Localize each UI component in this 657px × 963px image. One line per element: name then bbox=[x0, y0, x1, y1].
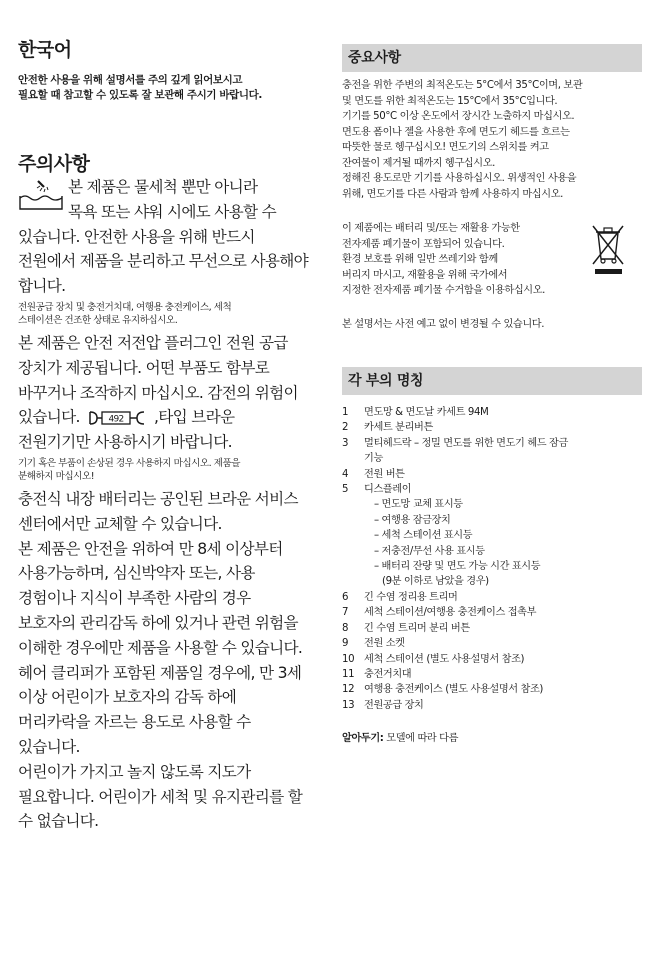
shower-icon bbox=[18, 178, 64, 216]
small-note-1: 전원공급 장치 및 충전거치대, 여행용 충전케이스, 세척 스테이션은 건조한 상태로 유지하십시오. bbox=[18, 301, 232, 327]
intro-text: 안전한 사용을 위해 설명서를 주의 깊게 읽어보시고 필요할 때 참고할 수 있도록 잘 보관해 주시기 바랍니다. bbox=[18, 74, 262, 101]
list-item: 4 전원 버튼 bbox=[342, 468, 405, 480]
list-item: – 면도망 교체 표시등 bbox=[374, 499, 463, 511]
important-text: 충전을 위한 주변의 최적온도는 5°C에서 35°C이며, 보관 및 면도를 위한 최적온도는 15°C에서 35°C입니다. 기기를 50°C 이상 온도에서 장시간 노출하지 마십시오. 면도용 폼이나 젤을 사용한 후에 면도기 헤드를 흐르는 따뜻한 물로 헹구십시오! 면도기의 스위치를 켜고 잔여물이 제거될 때까지 헹구십시오. 정해진 용도로만 기기를 사용하십시오. 위생적인 사용을 위해, 면도기를 다른 사람과 함께 사용하지 마십시오. bbox=[342, 80, 583, 200]
language-title: 한국어 bbox=[18, 39, 72, 61]
weee-text: 이 제품에는 배터리 및/또는 재활용 가능한 전자제품 폐기물이 포함되어 있습니다. 환경 보호를 위해 일반 쓰레기와 함께 버리지 마시고, 재활용을 위해 국가에서 지정한 전자제품 폐기물 수거함을 이용하십시오. bbox=[342, 223, 546, 296]
list-item: 1 면도망 & 면도날 카세트 94M bbox=[342, 407, 489, 418]
parts-title: 각 부의 명칭 bbox=[342, 367, 642, 395]
list-item: 3 멀티헤드락 – 정밀 면도를 위한 면도기 헤드 잠금 bbox=[342, 437, 568, 449]
parts-list bbox=[342, 405, 642, 713]
important-title: 중요사항 bbox=[342, 44, 642, 72]
list-item: – 배터리 잔량 및 면도 가능 시간 표시등 bbox=[374, 561, 541, 573]
list-item: 9 전원 소켓 bbox=[342, 638, 405, 650]
list-item: 11 충전거치대 bbox=[342, 668, 412, 680]
list-item: 5 디스플레이 – 면도망 교체 표시등 – 여행용 잠금장치 – 세척 스테이션 표시등 – 저충전/무선 사용 표시등 – 배터리 잔량 및 면도 가능 시간 표시등 (9분 이하로 남았을 경우) bbox=[342, 482, 642, 590]
list-item: 12 여행용 충전케이스 (별도 사용설명서 참조) bbox=[342, 684, 543, 696]
list-item: – 저충전/무선 사용 표시등 bbox=[374, 545, 485, 557]
right-column bbox=[342, 44, 642, 746]
left-column bbox=[18, 40, 318, 834]
shower-paragraph: 본 제품은 물세척 뿐만 아니라 목욕 또는 샤워 시에도 사용할 수 bbox=[18, 175, 318, 225]
list-item: – 세척 스테이션 표시등 bbox=[374, 530, 473, 542]
caution-title: 주의사항 bbox=[18, 153, 90, 175]
list-item: – 여행용 잠금장치 bbox=[374, 514, 451, 526]
list-item: 10 세척 스테이션 (별도 사용설명서 참조) bbox=[342, 653, 525, 665]
list-item: 13 전원공급 장치 bbox=[342, 699, 424, 711]
paragraph-2: 본 제품은 안전 저전압 플러그인 전원 공급 장치가 제공됩니다. 어떤 부품도 함부로 바꾸거나 조작하지 마십시오. 감전의 위험이 있습니다. 492 ,타입 브라운 전원기기만 사용하시기 바랍니다. bbox=[18, 333, 298, 452]
crossed-bin-icon bbox=[590, 221, 626, 277]
list-item: 기능 bbox=[364, 453, 383, 465]
note: 알아두기: 모델에 따라 다름 bbox=[342, 733, 459, 745]
list-item: 8 긴 수염 트리머 분리 버튼 bbox=[342, 622, 470, 634]
display-sub-list bbox=[364, 497, 642, 589]
paragraph-3: 충전식 내장 배터리는 공인된 브라운 서비스 센터에서만 교체할 수 있습니다. 본 제품은 안전을 위하여 만 8세 이상부터 사용가능하며, 심신박약자 또는, 사용 경험이나 지식이 부족한 사람의 경우 보호자의 관리감독 하에 있거나 관련 위험을 이해한 경우에만 제품을 사용할 수 있습니다. 헤어 클리퍼가 포함된 제품일 경우에, 만 3세 이상 어린이가 보호자의 감독 하에 머리카락을 자르는 용도로 사용할 수 있습니다. 어린이가 가지고 놀지 않도록 지도가 필요합니다. 어린이가 세척 및 유지관리를 할 수 없습니다. bbox=[18, 489, 303, 831]
small-note-2: 기기 혹은 부품이 손상된 경우 사용하지 마십시오. 제품을 분해하지 마십시오! bbox=[18, 457, 241, 483]
weee-section bbox=[342, 221, 642, 299]
list-item: 2 카세트 분리버튼 bbox=[342, 422, 433, 434]
list-item: (9분 이하로 남았을 경우) bbox=[382, 576, 489, 588]
list-item: 6 긴 수염 정리용 트리머 bbox=[342, 591, 458, 603]
symbol-code: 492 bbox=[108, 414, 124, 425]
notice-text: 본 설명서는 사전 예고 없이 변경될 수 있습니다. bbox=[342, 318, 545, 330]
power-supply-symbol-icon bbox=[86, 409, 152, 427]
list-item: 7 세척 스테이션/여행용 충전케이스 접촉부 bbox=[342, 607, 537, 619]
paragraph-1: 있습니다. 안전한 사용을 위해 반드시 전원에서 제품을 분리하고 무선으로 사용해야 합니다. bbox=[18, 227, 308, 296]
